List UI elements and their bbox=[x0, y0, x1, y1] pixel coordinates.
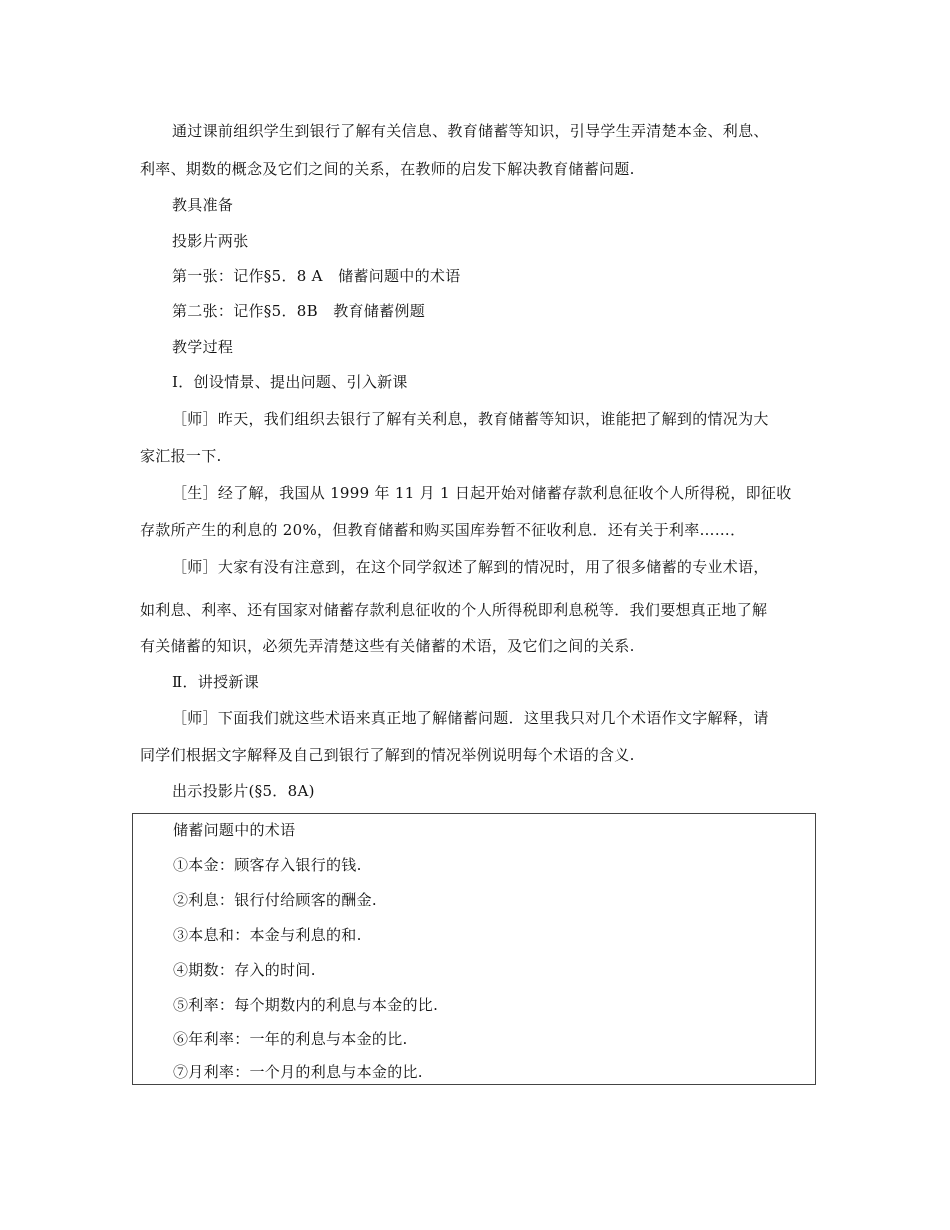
slide-two-label: 第二张：记作§5．8B 教育储蓄例题 bbox=[172, 302, 426, 320]
paragraph-intro-line-2: 利率、期数的概念及它们之间的关系，在教师的启发下解决教育储蓄问题. bbox=[140, 160, 635, 178]
slide-one-label: 第一张：记作§5．8 A 储蓄问题中的术语 bbox=[172, 267, 461, 285]
heading-teaching-process: 教学过程 bbox=[172, 338, 234, 356]
teacher-remark-3-line-2: 同学们根据文字解释及自己到银行了解到的情况举例说明每个术语的含义. bbox=[140, 746, 635, 764]
terms-box-title: 储蓄问题中的术语 bbox=[173, 821, 296, 839]
teacher-remark-2-line-1: ［师］大家有没有注意到，在这个同学叙述了解到的情况时，用了很多储蓄的专业术语， bbox=[172, 558, 769, 576]
savings-terms-box bbox=[132, 813, 816, 1085]
term-item-principal: ①本金：顾客存入银行的钱. bbox=[173, 856, 362, 874]
term-item-interest-rate: ⑤利率：每个期数内的利息与本金的比. bbox=[173, 996, 439, 1014]
term-item-periods: ④期数：存入的时间. bbox=[173, 961, 316, 979]
teacher-remark-1-line-1: ［师］昨天，我们组织去银行了解有关利息，教育储蓄等知识，谁能把了解到的情况为大 bbox=[172, 410, 769, 428]
heading-teaching-tools: 教具准备 bbox=[172, 196, 234, 214]
term-item-interest: ②利息：银行付给顾客的酬金. bbox=[173, 891, 377, 909]
student-remark-line-2: 存款所产生的利息的 20%，但教育储蓄和购买国库券暂不征收利息．还有关于利率……． bbox=[140, 521, 746, 539]
show-slide-instruction: 出示投影片(§5．8A) bbox=[172, 782, 315, 800]
student-remark-line-1: ［生］经了解，我国从 1999 年 11 月 1 日起开始对储蓄存款利息征收个人所得税，即征收 bbox=[172, 484, 792, 502]
term-item-monthly-rate: ⑦月利率：一个月的利息与本金的比. bbox=[173, 1063, 423, 1081]
teacher-remark-1-line-2: 家汇报一下. bbox=[140, 447, 222, 465]
term-item-principal-plus-interest: ③本息和：本金与利息的和. bbox=[173, 926, 362, 944]
teacher-remark-3-line-1: ［师］下面我们就这些术语来真正地了解储蓄问题．这里我只对几个术语作文字解释，请 bbox=[172, 709, 769, 727]
section-two-heading: Ⅱ．讲授新课 bbox=[172, 673, 259, 691]
paragraph-intro-line-1: 通过课前组织学生到银行了解有关信息、教育储蓄等知识，引导学生弄清楚本金、利息、 bbox=[172, 122, 769, 140]
teacher-remark-2-line-2: 如利息、利率、还有国家对储蓄存款利息征收的个人所得税即利息税等．我们要想真正地了解 bbox=[140, 601, 768, 619]
section-one-heading: Ⅰ．创设情景、提出问题、引入新课 bbox=[172, 373, 408, 391]
teaching-tools-item: 投影片两张 bbox=[172, 232, 249, 250]
term-item-annual-rate: ⑥年利率：一年的利息与本金的比. bbox=[173, 1030, 408, 1048]
teacher-remark-2-line-3: 有关储蓄的知识，必须先弄清楚这些有关储蓄的术语，及它们之间的关系. bbox=[140, 637, 635, 655]
